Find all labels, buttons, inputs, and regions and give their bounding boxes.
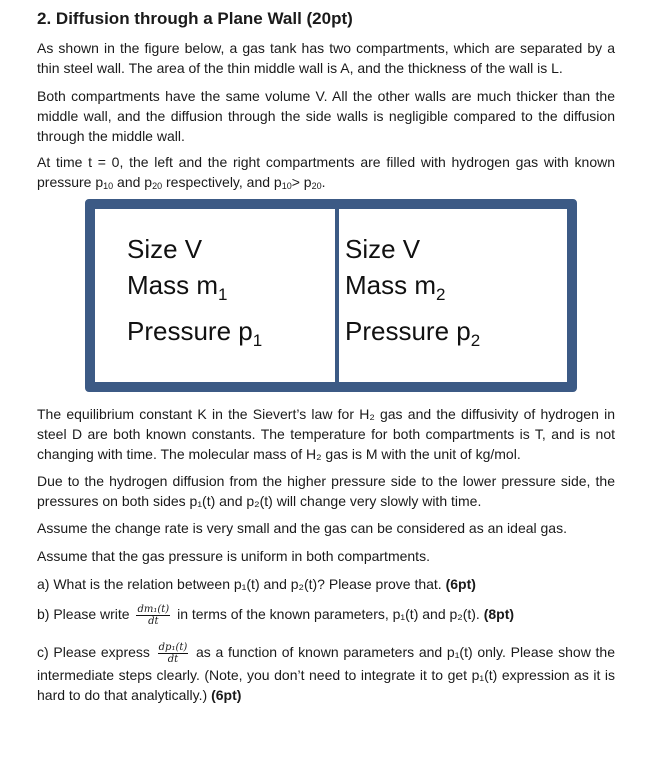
p20-subscript: 20 xyxy=(152,181,163,191)
right-size-label: Size V xyxy=(345,234,421,264)
initial-text-5: . xyxy=(321,174,326,190)
question-a xyxy=(37,574,476,594)
right-compartment xyxy=(345,231,480,359)
fraction-numerator: dm₁(t) xyxy=(137,604,170,615)
problem-heading xyxy=(37,9,353,29)
right-mass-subscript: 2 xyxy=(436,285,446,304)
diffusion-paragraph: Due to the hydrogen diffusion from the higher pressure side to the lower pressure side, the pressures on both sides p₁(t) and p₂(t) will change very slowly with time. xyxy=(37,473,615,509)
question-b xyxy=(37,604,514,627)
uniform-pressure-assumption: Assume that the gas pressure is uniform in both compartments. xyxy=(37,548,430,564)
question-b-points: (8pt) xyxy=(483,606,515,623)
right-mass-text: Mass m xyxy=(345,270,436,300)
question-a-points: (6pt) xyxy=(445,576,476,592)
dm1-dt-fraction xyxy=(136,604,170,627)
left-pressure-text: Pressure p xyxy=(127,316,253,346)
fraction-denominator: dt xyxy=(167,654,179,665)
left-mass-subscript: 1 xyxy=(218,285,228,304)
question-c xyxy=(37,642,615,705)
left-pressure-label xyxy=(127,313,262,359)
initial-text-1: At time t = 0, the left and the right compartments are filled with hydrogen gas with known pressure p xyxy=(37,154,615,190)
initial-condition-paragraph xyxy=(37,152,615,196)
question-c-points: (6pt) xyxy=(211,687,242,703)
question-b-text-2: in terms of the known parameters, p₁(t) and p₂(t). xyxy=(173,606,484,623)
volume-paragraph: Both compartments have the same volume V. All the other walls are much thicker than the middle wall, and the diffusion through the side walls is negligible compared to the diffusion through the middle wall. xyxy=(37,88,615,144)
problem-number: 2. xyxy=(37,9,52,28)
question-b-text-1: b) Please write xyxy=(37,606,134,623)
problem-title: Diffusion through a Plane Wall (20pt) xyxy=(55,9,353,28)
left-pressure-subscript: 1 xyxy=(252,331,263,350)
initial-text-4: > p xyxy=(291,174,312,190)
left-mass-text: Mass m xyxy=(127,270,218,300)
dp1-dt-fraction xyxy=(158,642,189,665)
left-size-label: Size V xyxy=(127,234,203,264)
question-a-text: a) What is the relation between p₁(t) and p₂(t)? Please prove that. xyxy=(37,576,446,592)
middle-steel-wall xyxy=(335,209,339,382)
right-mass-label xyxy=(345,267,480,313)
initial-text-3: respectively, and p xyxy=(162,174,282,190)
ideal-gas-assumption: Assume the change rate is very small and the gas can be considered as an ideal gas. xyxy=(37,520,567,536)
left-compartment xyxy=(127,231,262,359)
p10-subscript-2: 10 xyxy=(281,181,292,191)
intro-paragraph: As shown in the figure below, a gas tank has two compartments, which are separated by a thin steel wall. The area of the thin middle wall is A, and the thickness of the wall is L. xyxy=(37,40,615,76)
right-pressure-label xyxy=(345,313,480,359)
fraction-numerator: dp₁(t) xyxy=(158,642,188,653)
constants-paragraph: The equilibrium constant K in the Sievert’s law for H₂ gas and the diffusivity of hydrogen in steel D are both known constants. The temperature for both compartments is T, and is not changing with time. The molecular mass of H₂ gas is M with the unit of kg/mol. xyxy=(37,406,615,462)
initial-text-2: and p xyxy=(113,174,153,190)
right-pressure-subscript: 2 xyxy=(470,331,481,350)
question-c-text-1: c) Please express xyxy=(37,644,155,661)
left-mass-label xyxy=(127,267,262,313)
p10-subscript: 10 xyxy=(103,181,114,191)
question-c-text-2: as a function of known parameters and p₁(t) only. Please show the intermediate steps clearly. (Note, you don’t need to integrate it to get p₁(t) expression as it is hard to do that analytically.) xyxy=(37,644,615,703)
fraction-denominator: dt xyxy=(148,616,159,627)
right-pressure-text: Pressure p xyxy=(345,316,471,346)
gas-tank-figure xyxy=(85,199,577,392)
p20-subscript-2: 20 xyxy=(311,181,322,191)
